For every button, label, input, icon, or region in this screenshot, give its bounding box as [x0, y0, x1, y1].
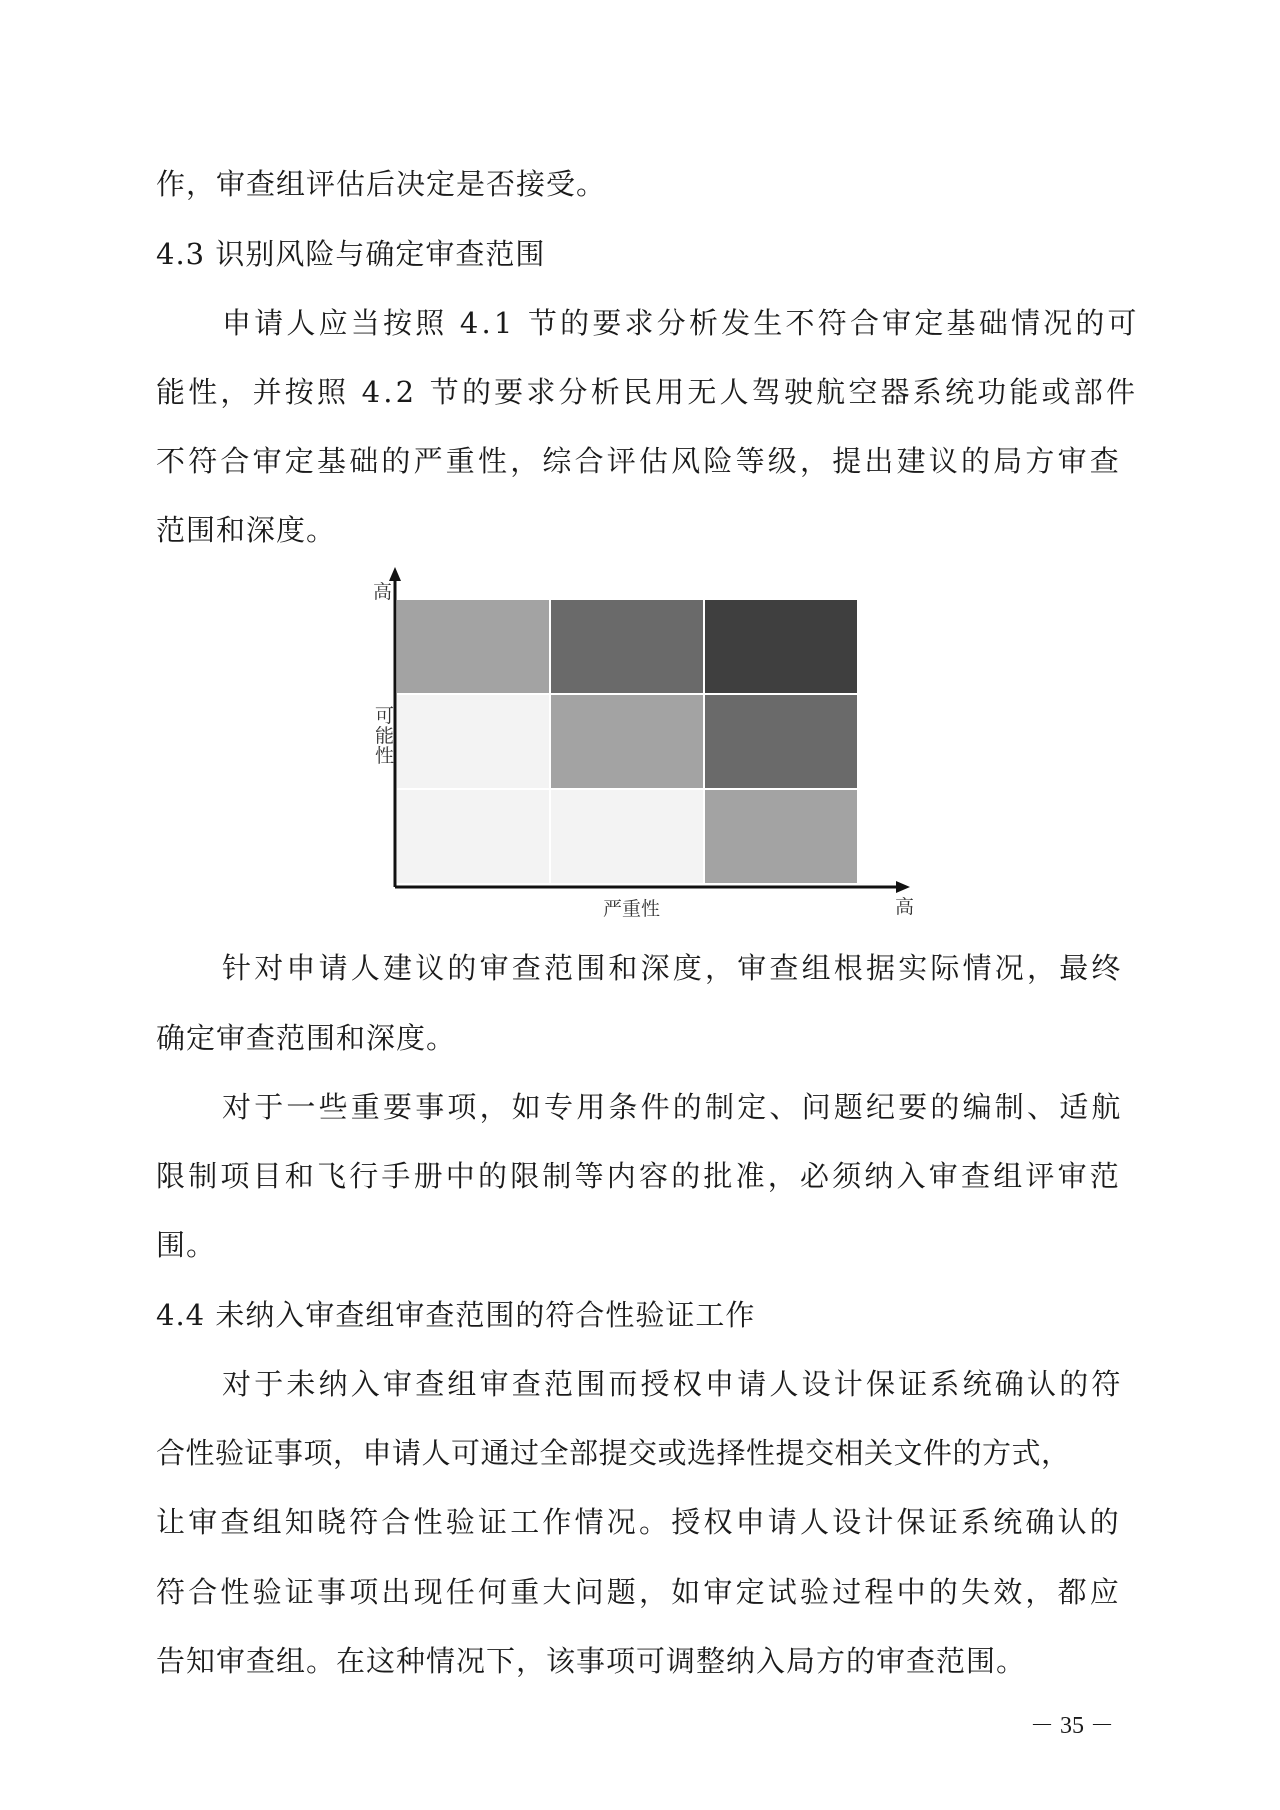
paragraph-line: 限制项目和飞行手册中的限制等内容的批准，必须纳入审查组评审范: [156, 1159, 1123, 1193]
risk-matrix-cell: [705, 695, 857, 788]
paragraph-line: 对于未纳入审查组审查范围而授权申请人设计保证系统确认的符: [222, 1367, 1124, 1401]
paragraph-line: 能性，并按照 4.2 节的要求分析民用无人驾驶航空器系统功能或部件: [156, 375, 1139, 409]
paragraph-line: 作，审查组评估后决定是否接受。: [156, 167, 607, 201]
risk-matrix-figure: [350, 565, 930, 937]
y-axis-label-char: 可: [375, 705, 395, 727]
page-number: － 35 －: [1030, 1713, 1114, 1739]
paragraph-line: 确定审查范围和深度。: [156, 1021, 457, 1055]
risk-matrix-cell: [551, 695, 703, 788]
x-axis-arrow-icon: [896, 881, 910, 893]
risk-matrix-cell: [397, 600, 549, 693]
paragraph-line: 符合性验证事项出现任何重大问题，如审定试验过程中的失效，都应: [156, 1575, 1123, 1609]
paragraph-line: 合性验证事项，申请人可通过全部提交或选择性提交相关文件的方式，: [156, 1436, 1071, 1470]
y-axis-arrow-icon: [389, 567, 401, 581]
y-axis-top-label: 高: [373, 581, 393, 603]
section-heading-4-3: 4.3 识别风险与确定审查范围: [156, 237, 546, 271]
paragraph-line: 针对申请人建议的审查范围和深度，审查组根据实际情况，最终: [222, 951, 1124, 985]
paragraph-line: 申请人应当按照 4.1 节的要求分析发生不符合审定基础情况的可: [222, 306, 1140, 340]
risk-matrix-grid: [397, 600, 857, 883]
risk-matrix-cell: [551, 600, 703, 693]
risk-matrix-cell: [705, 600, 857, 693]
risk-matrix-cell: [551, 790, 703, 883]
x-axis-label: 严重性: [603, 898, 661, 920]
paragraph-line: 范围和深度。: [156, 513, 337, 547]
risk-matrix-cell: [705, 790, 857, 883]
paragraph-line: 让审查组知晓符合性验证工作情况。授权申请人设计保证系统确认的: [156, 1505, 1123, 1539]
y-axis-label-char: 能: [375, 725, 395, 747]
y-axis-label-char: 性: [375, 745, 395, 767]
paragraph-line: 对于一些重要事项，如专用条件的制定、问题纪要的编制、适航: [222, 1090, 1124, 1124]
x-axis-end-label: 高: [895, 896, 915, 918]
risk-matrix-cell: [397, 695, 549, 788]
section-heading-4-4: 4.4 未纳入审查组审查范围的符合性验证工作: [156, 1298, 756, 1332]
paragraph-line: 围。: [156, 1228, 217, 1262]
paragraph-line: 告知审查组。在这种情况下，该事项可调整纳入局方的审查范围。: [156, 1644, 1027, 1678]
risk-matrix-cell: [397, 790, 549, 883]
paragraph-line: 不符合审定基础的严重性，综合评估风险等级，提出建议的局方审查: [156, 444, 1123, 478]
